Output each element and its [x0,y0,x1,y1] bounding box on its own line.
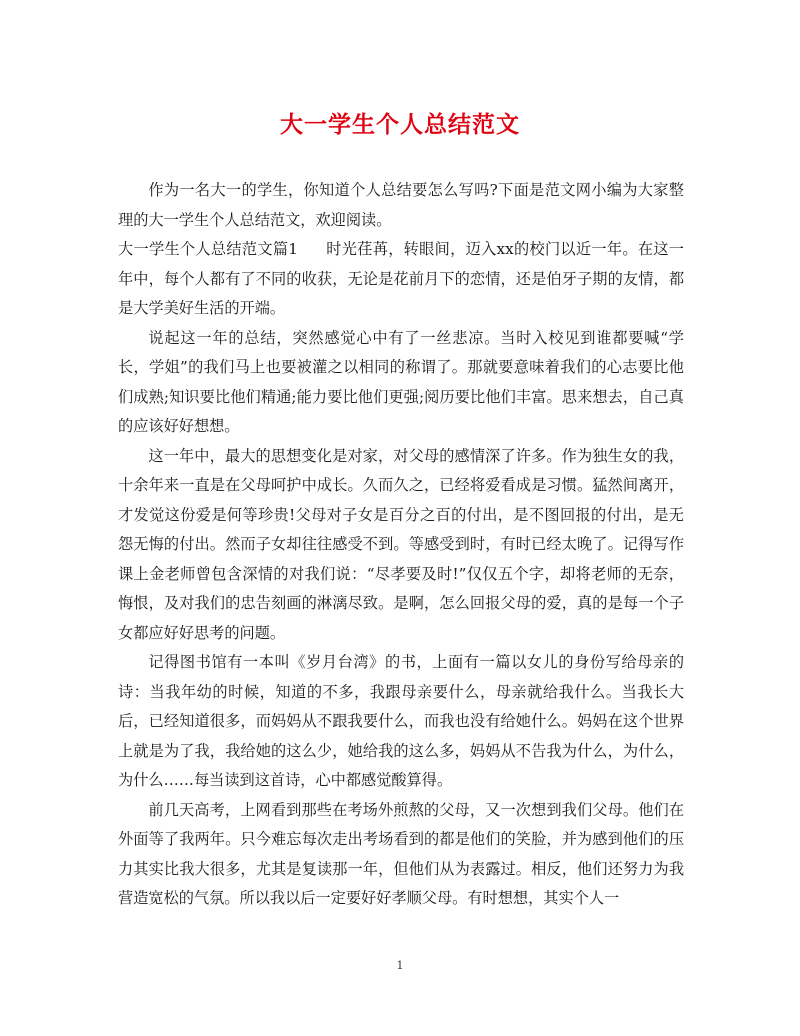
document-body [118,176,684,914]
section-heading: 大一学生个人总结范文篇1 [118,240,298,258]
page-number: 1 [396,959,404,972]
paragraph-1-text: 时光荏苒，转眼间，迈入xx的校门以近一年。在这一年中，每个人都有了不同的收获，无论是花前月下的恋情，还是伯牙子期的友情，都是大学美好生活的开端。 [118,240,684,317]
paragraph-3: 这一年中，最大的思想变化是对家，对父母的感情深了许多。作为独生女的我，十余年来一直是在父母呵护中成长。久而久之，已经将爱看成是习惯。猛然间离开，才发觉这份爱是何等珍贵!父母对子女是百分之百的付出，是不图回报的付出，是无怨无悔的付出。然而子女却往往感受不到。等感受到时，有时已经太晚了。记得写作课上金老师曾包含深情的对我们说：“尽孝要及时!”仅仅五个字，却将老师的无奈，悔恨，及对我们的忠告刻画的淋漓尽致。是啊，怎么回报父母的爱，真的是每一个子女都应好好思考的问题。 [118,446,684,642]
paragraph-5: 前几天高考，上网看到那些在考场外煎熬的父母，又一次想到我们父母。他们在外面等了我两年。只今难忘每次走出考场看到的都是他们的笑脸，并为感到他们的压力其实比我大很多，尤其是复读那一年，但他们从为表露过。相反，他们还努力为我营造宽松的气氛。所以我以后一定要好好孝顺父母。有时想想，其实个人一 [118,800,684,907]
page-title: 大一学生个人总结范文 [280,112,520,138]
section-paragraph-1 [118,235,684,324]
paragraph-4: 记得图书馆有一本叫《岁月台湾》的书，上面有一篇以女儿的身份写给母亲的诗：当我年幼的时候，知道的不多，我跟母亲要什么，母亲就给我什么。当我长大后，已经知道很多，而妈妈从不跟我要什么，而我也没有给她什么。妈妈在这个世界上就是为了我，我给她的这么少，她给我的这么多，妈妈从不告我为什么，为什么，为什么……每当读到这首诗，心中都感觉酸算得。 [118,653,684,789]
paragraph-2: 说起这一年的总结，突然感觉心中有了一丝悲凉。当时入校见到谁都要喊“学长，学姐”的我们马上也要被灌之以相同的称谓了。那就要意味着我们的心志要比他们成熟;知识要比他们精通;能力要比他们更强;阅历要比他们丰富。思来想去，自己真的应该好好想想。 [118,328,684,435]
intro-paragraph: 作为一名大一的学生，你知道个人总结要怎么写吗?下面是范文网小编为大家整理的大一学生个人总结范文，欢迎阅读。 [118,181,684,229]
